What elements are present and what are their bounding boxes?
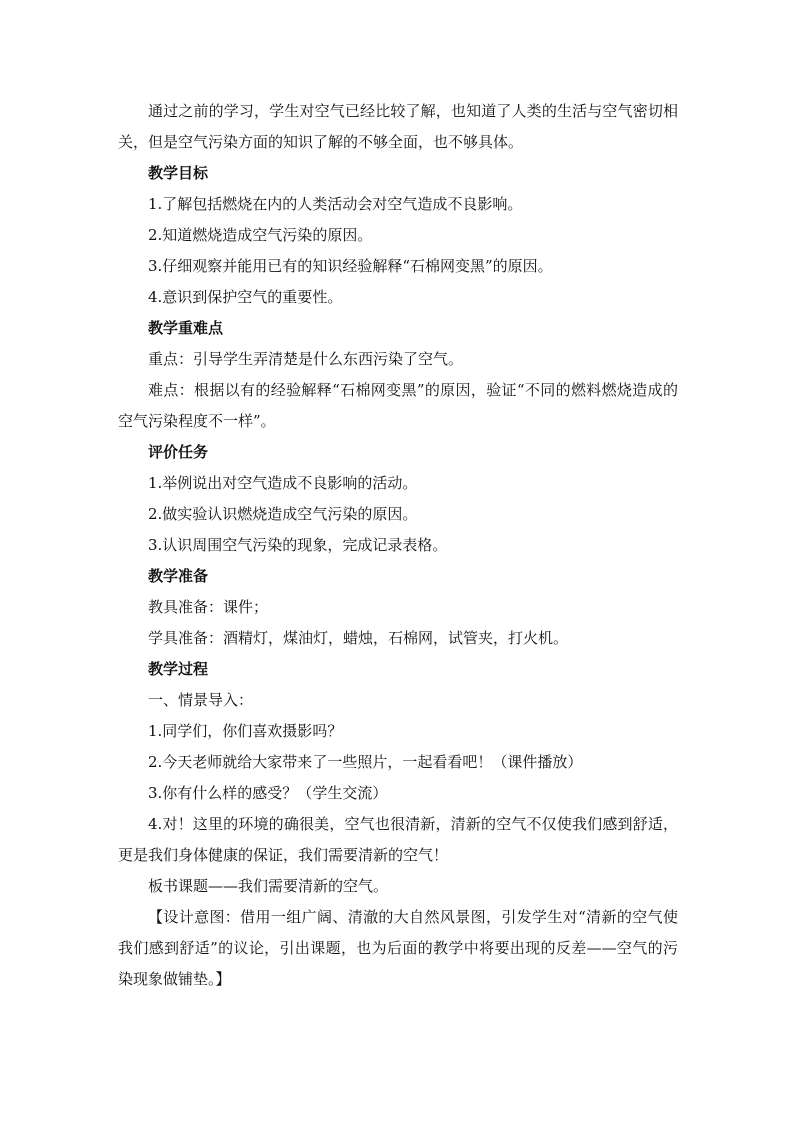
key-point-paragraph: 重点：引导学生弄清楚是什么东西污染了空气。 <box>148 350 464 368</box>
preparation-item: 教具准备：课件； <box>148 598 269 616</box>
process-item: 4.对！这里的环境的确很美，空气也很清新，清新的空气不仅使我们感到舒适，更是我们身体健康的保证，我们需要清新的空气！ <box>118 815 678 864</box>
process-item: 1.同学们，你们喜欢摄影吗？ <box>148 722 343 740</box>
section-heading-key-points: 教学重难点 <box>148 319 224 337</box>
preparation-item: 学具准备：酒精灯，煤油灯，蜡烛，石棉网，试管夹，打火机。 <box>148 629 569 647</box>
process-subheading: 一、情景导入： <box>148 691 254 709</box>
evaluation-item: 1.举例说出对空气造成不良影响的活动。 <box>148 474 418 492</box>
section-heading-preparation: 教学准备 <box>148 567 209 585</box>
intro-paragraph: 通过之前的学习，学生对空气已经比较了解，也知道了人类的生活与空气密切相关，但是空气污染方面的知识了解的不够全面，也不够具体。 <box>118 102 678 151</box>
evaluation-item: 3.认识周围空气污染的现象，完成记录表格。 <box>148 536 448 554</box>
evaluation-item: 2.做实验认识燃烧造成空气污染的原因。 <box>148 505 418 523</box>
process-item: 2.今天老师就给大家带来了一些照片，一起看看吧！（课件播放） <box>148 753 583 771</box>
objective-item: 1.了解包括燃烧在内的人类活动会对空气造成不良影响。 <box>148 195 523 213</box>
objective-item: 2.知道燃烧造成空气污染的原因。 <box>148 226 373 244</box>
objective-item: 4.意识到保护空气的重要性。 <box>148 288 343 306</box>
section-heading-evaluation: 评价任务 <box>148 443 209 461</box>
design-intent-paragraph: 【设计意图：借用一组广阔、清澈的大自然风景图，引发学生对“清新的空气使我们感到舒适”的议论，引出课题，也为后面的教学中将要出现的反差——空气的污染现象做铺垫。】 <box>118 908 678 988</box>
section-heading-objectives: 教学目标 <box>148 164 209 182</box>
objective-item: 3.仔细观察并能用已有的知识经验解释“石棉网变黑”的原因。 <box>148 257 553 275</box>
process-item: 3.你有什么样的感受？（学生交流） <box>148 784 388 802</box>
document-page <box>118 96 678 995</box>
blackboard-title-paragraph: 板书课题——我们需要清新的空气。 <box>148 877 389 895</box>
section-heading-process: 教学过程 <box>148 660 209 678</box>
difficulty-paragraph: 难点：根据以有的经验解释“石棉网变黑”的原因，验证“不同的燃料燃烧造成的空气污染程度不一样”。 <box>118 381 678 430</box>
